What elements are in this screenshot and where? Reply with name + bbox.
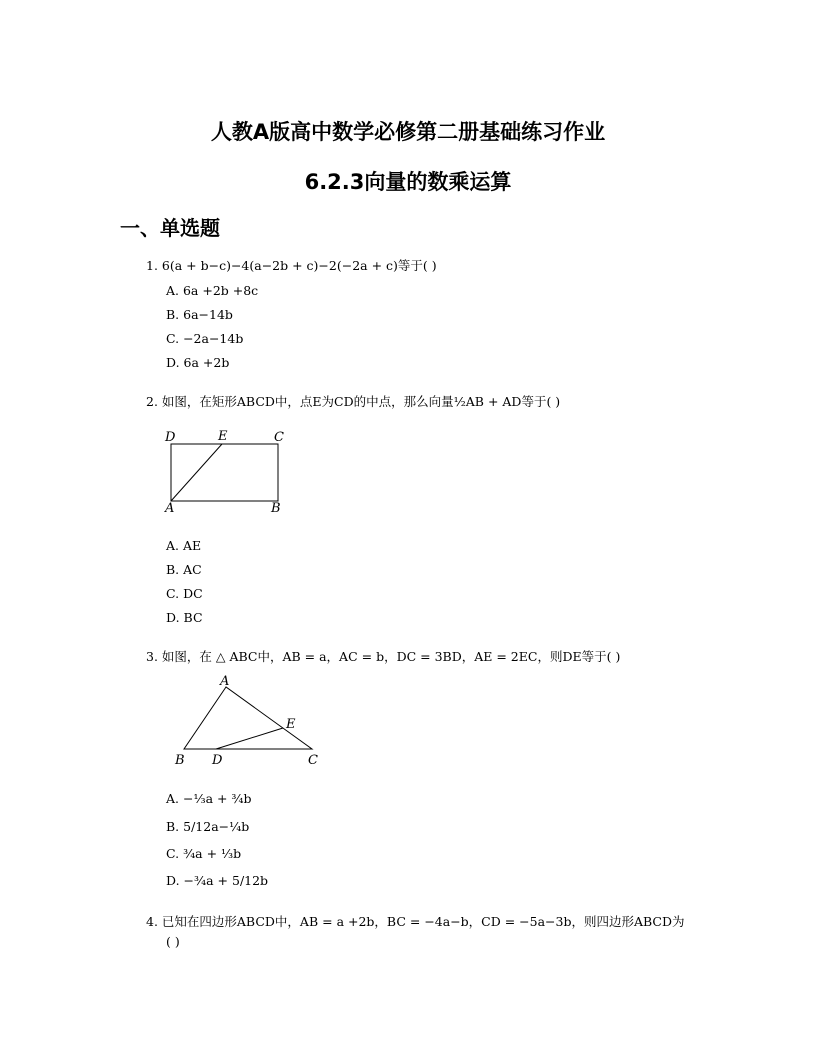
question-3-stem: 3. 如图，在 △ ABC中，AB = a，AC = b，DC = 3BD，AE = 2EC，则DE等于( ) xyxy=(146,649,621,664)
q2-option-b: B. AC xyxy=(166,562,202,577)
q1-option-c: C. −2a−14b xyxy=(166,331,244,346)
segment-de xyxy=(216,728,283,749)
label-c: C xyxy=(274,430,284,445)
question-4-stem-cont: ( ) xyxy=(166,934,180,949)
q3-option-d: D. −¾a + 5/12b xyxy=(166,873,269,888)
section-heading: 一、单选题 xyxy=(120,216,220,240)
label-d: D xyxy=(212,753,223,768)
q3-option-c: C. ¾a + ⅓b xyxy=(166,846,242,861)
question-4-stem: 4. 已知在四边形ABCD中，AB = a +2b，BC = −4a−b，CD = −5a−3b，则四边形ABCD为 xyxy=(146,914,685,929)
question-2-stem: 2. 如图，在矩形ABCD中，点E为CD的中点，那么向量½AB + AD等于( ) xyxy=(146,394,561,409)
page-subtitle: 6.2.3向量的数乘运算 xyxy=(304,170,512,194)
q2-option-a: A. AE xyxy=(166,538,202,553)
page-title: 人教A版高中数学必修第二册基础练习作业 xyxy=(210,120,606,144)
label-b: B xyxy=(271,501,281,516)
q3-option-b: B. 5/12a−¼b xyxy=(166,819,250,834)
q2-option-d: D. BC xyxy=(166,610,203,625)
triangle-figure xyxy=(170,672,330,772)
q2-option-c: C. DC xyxy=(166,586,203,601)
question-1-stem xyxy=(146,258,437,274)
label-b: B xyxy=(175,753,185,768)
q1-option-b: B. 6a−14b xyxy=(166,307,233,322)
q1-stem-text: 1. 6(a + b−c)−4(a−2b + c)−2(−2a + c)等于( ) xyxy=(146,258,437,273)
q3-option-a: A. −⅓a + ¾b xyxy=(166,791,252,806)
label-e: E xyxy=(286,717,296,732)
q1-option-d: D. 6a +2b xyxy=(166,355,230,370)
label-a: A xyxy=(220,674,230,689)
label-a: A xyxy=(165,501,175,516)
label-c: C xyxy=(308,753,318,768)
q1-option-a: A. 6a +2b +8c xyxy=(166,283,259,298)
segment-ae xyxy=(171,444,222,501)
label-d: D xyxy=(165,430,176,445)
rectangle-figure xyxy=(160,424,300,516)
rectangle-abcd xyxy=(171,444,278,501)
label-e: E xyxy=(218,429,228,444)
